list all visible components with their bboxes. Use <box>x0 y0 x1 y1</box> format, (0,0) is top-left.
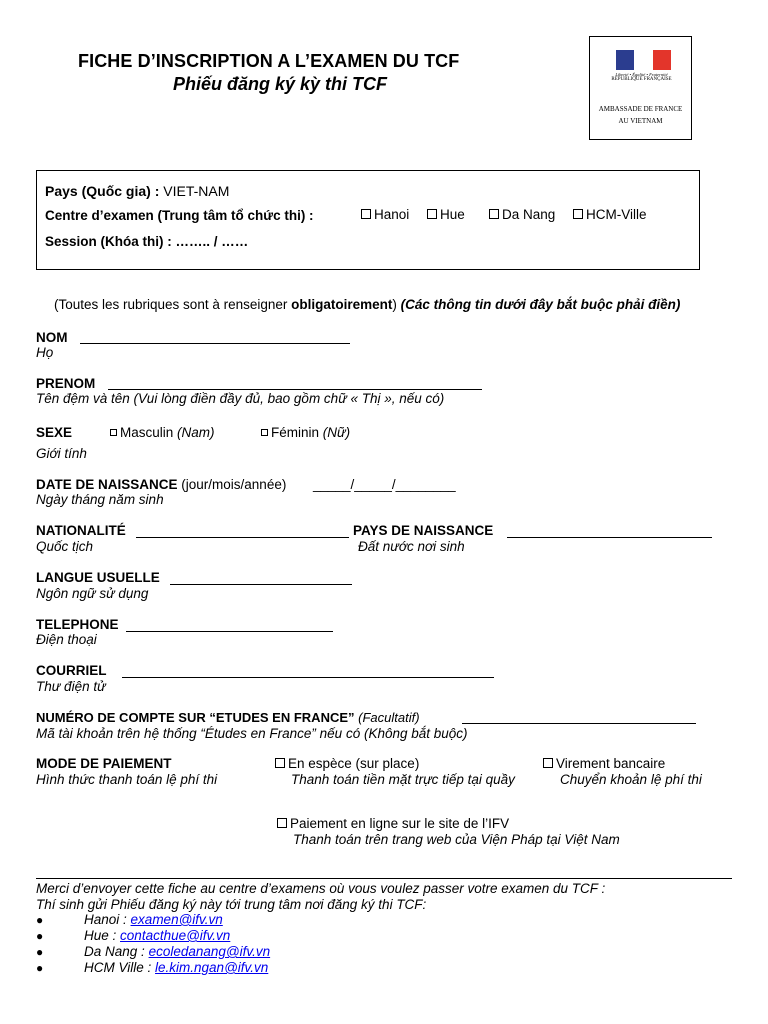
nationalite-input[interactable] <box>136 537 349 538</box>
nom-input[interactable] <box>80 343 350 344</box>
checkbox-icon[interactable] <box>543 758 553 768</box>
checkbox-icon[interactable] <box>427 209 437 219</box>
langue-sublabel: Ngôn ngữ sử dụng <box>36 586 149 601</box>
email-link-hue[interactable]: contacthue@ifv.vn <box>120 928 231 943</box>
pays-naissance-label: PAYS DE NAISSANCE <box>353 523 494 538</box>
naissance-row <box>36 477 286 492</box>
checkbox-icon[interactable] <box>110 429 117 436</box>
bullet-icon: ● <box>36 929 44 943</box>
centre-option-hanoi[interactable]: Hanoi <box>361 207 409 222</box>
paiement-label: MODE DE PAIEMENT <box>36 756 172 771</box>
footer-instruction-fr: Merci d’envoyer cette fiche au centre d’examens où vous voulez passer votre examen du TCF : <box>36 881 606 896</box>
form-title-vi: Phiếu đăng ký kỳ thi TCF <box>173 74 388 94</box>
paiement-sublabel: Hình thức thanh toán lệ phí thi <box>36 772 218 787</box>
pays-naissance-input[interactable] <box>507 537 712 538</box>
sexe-sublabel: Giới tính <box>36 446 87 461</box>
prenom-input[interactable] <box>108 389 482 390</box>
checkbox-icon[interactable] <box>261 429 268 436</box>
prenom-sublabel: Tên đệm và tên (Vui lòng điền đầy đủ, bao gồm chữ « Thị », nếu có) <box>36 391 445 406</box>
logo-motto: Liberté • Égalité • Fraternité <box>615 72 668 77</box>
logo-republic: RÉPUBLIQUE FRANÇAISE <box>611 77 672 82</box>
paiement-option-espece[interactable]: En espèce (sur place) <box>275 756 419 771</box>
embassy-name-line1: AMBASSADE DE FRANCE <box>598 105 683 113</box>
checkbox-icon[interactable] <box>573 209 583 219</box>
contact-hanoi: ● Hanoi : examen@ifv.vn <box>36 912 223 927</box>
footer-divider <box>36 878 732 879</box>
naissance-format: (jour/mois/année) <box>181 477 287 492</box>
checkbox-icon[interactable] <box>489 209 499 219</box>
nationalite-label: NATIONALITÉ <box>36 523 126 538</box>
langue-input[interactable] <box>170 584 352 585</box>
compte-input[interactable] <box>462 723 696 724</box>
bullet-icon: ● <box>36 961 44 975</box>
embassy-logo <box>589 36 692 140</box>
centre-row <box>45 208 314 223</box>
mandatory-notice: (Toutes les rubriques sont à renseigner obligatoirement) (Các thông tin dưới đây bắt buộc phải điền) <box>54 297 681 312</box>
compte-label: NUMÉRO DE COMPTE SUR “ETUDES EN FRANCE” <box>36 710 355 725</box>
compte-optional: (Facultatif) <box>358 710 420 725</box>
telephone-input[interactable] <box>126 631 333 632</box>
courriel-label: COURRIEL <box>36 663 107 678</box>
french-flag-icon <box>616 50 671 70</box>
contact-hue: ● Hue : contacthue@ifv.vn <box>36 928 231 943</box>
nom-label: NOM <box>36 330 68 345</box>
naissance-label: DATE DE NAISSANCE <box>36 477 178 492</box>
paiement-option-en-ligne[interactable]: Paiement en ligne sur le site de l’IFV <box>277 816 509 831</box>
prenom-label: PRENOM <box>36 376 96 391</box>
checkbox-icon[interactable] <box>277 818 287 828</box>
session-value: …….. / …… <box>175 234 249 249</box>
nom-sublabel: Họ <box>36 345 54 360</box>
country-label: Pays (Quốc gia) : <box>45 183 160 199</box>
paiement-option-virement[interactable]: Virement bancaire <box>543 756 665 771</box>
centre-option-hue[interactable]: Hue <box>427 207 465 222</box>
telephone-sublabel: Điện thoại <box>36 632 97 647</box>
centre-label: Centre d’examen (Trung tâm tổ chức thi) : <box>45 208 314 223</box>
paiement-en-ligne-vi: Thanh toán trên trang web của Viện Pháp tại Việt Nam <box>293 832 620 847</box>
checkbox-icon[interactable] <box>361 209 371 219</box>
paiement-espece-vi: Thanh toán tiền mặt trực tiếp tại quầy <box>291 772 515 787</box>
session-label: Session (Khóa thi) : <box>45 234 172 249</box>
sexe-option-feminin[interactable]: Féminin (Nữ) <box>261 425 350 440</box>
footer-instruction-vi: Thí sinh gửi Phiếu đăng ký này tới trung tâm nơi đăng ký thi TCF: <box>36 897 427 912</box>
courriel-sublabel: Thư điện tử <box>36 679 106 694</box>
paiement-virement-vi: Chuyển khoản lệ phí thi <box>560 772 702 787</box>
country-row <box>45 183 229 199</box>
naissance-sublabel: Ngày tháng năm sinh <box>36 492 164 507</box>
session-row <box>45 234 248 249</box>
compte-row <box>36 710 420 725</box>
nationalite-sublabel: Quốc tịch <box>36 539 94 554</box>
centre-option-danang[interactable]: Da Nang <box>489 207 555 222</box>
naissance-input[interactable]: _____/_____/________ <box>313 477 456 492</box>
embassy-name-line2: AU VIETNAM <box>618 117 663 125</box>
telephone-label: TELEPHONE <box>36 617 119 632</box>
checkbox-icon[interactable] <box>275 758 285 768</box>
form-title-fr: FICHE D’INSCRIPTION A L’EXAMEN DU TCF <box>78 51 460 71</box>
contact-danang: ● Da Nang : ecoledanang@ifv.vn <box>36 944 271 959</box>
langue-label: LANGUE USUELLE <box>36 570 160 585</box>
bullet-icon: ● <box>36 945 44 959</box>
email-link-hcm[interactable]: le.kim.ngan@ifv.vn <box>155 960 269 975</box>
pays-naissance-sublabel: Đất nước nơi sinh <box>358 539 465 554</box>
bullet-icon: ● <box>36 913 44 927</box>
courriel-input[interactable] <box>122 677 494 678</box>
centre-option-hcm[interactable]: HCM-Ville <box>573 207 647 222</box>
sexe-label: SEXE <box>36 425 73 440</box>
sexe-option-masculin[interactable]: Masculin (Nam) <box>110 425 215 440</box>
email-link-hanoi[interactable]: examen@ifv.vn <box>130 912 223 927</box>
country-value: VIET-NAM <box>163 183 230 199</box>
contact-hcm: ● HCM Ville : le.kim.ngan@ifv.vn <box>36 960 269 975</box>
exam-info-box <box>36 170 700 270</box>
compte-sublabel: Mã tài khoản trên hệ thống “Études en France” nếu có (Không bắt buộc) <box>36 726 468 741</box>
email-link-danang[interactable]: ecoledanang@ifv.vn <box>148 944 271 959</box>
